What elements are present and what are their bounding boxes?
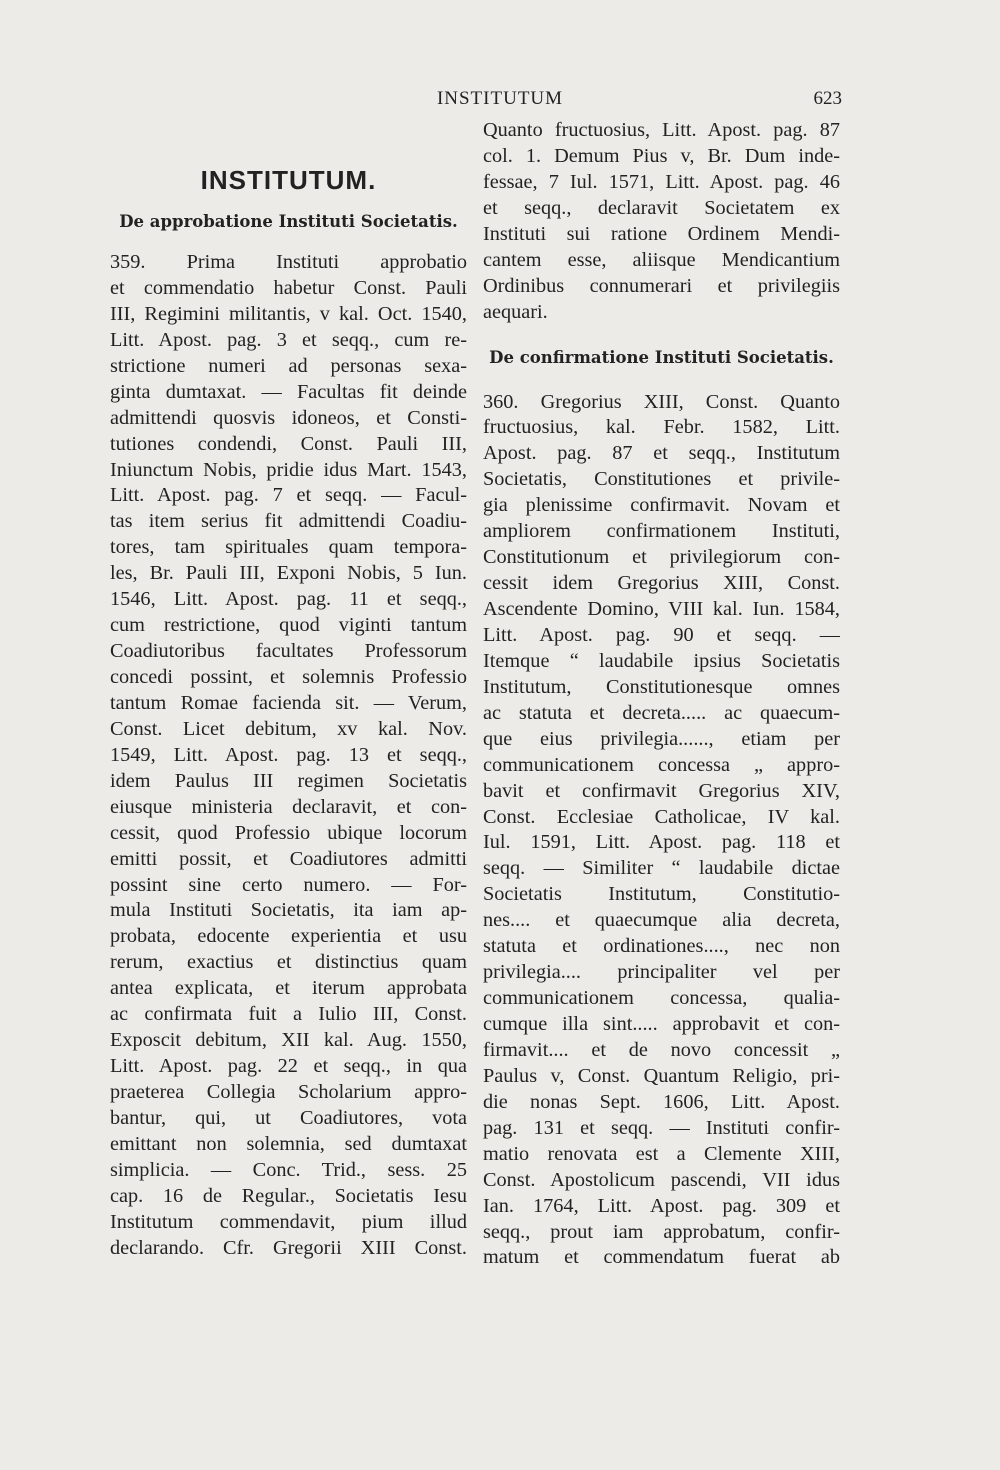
text-line: bantur, qui, ut Coadiutores, vota <box>110 1106 467 1129</box>
text-line: cessit, quod Professio ubique locorum <box>110 821 467 844</box>
text-line: Coadiutoribus facultates Professorum <box>110 640 467 663</box>
text-line: strictione numeri ad personas sexa- <box>110 354 467 377</box>
text-line: nes.... et quaecumque alia decreta, <box>483 909 840 932</box>
running-head <box>0 88 1000 112</box>
text-line: eiusque ministeria declaravit, et con- <box>110 795 467 818</box>
text-line: admittendi quosvis idoneos, et Consti- <box>110 406 467 429</box>
text-line: cap. 16 de Regular., Societatis Iesu <box>110 1184 467 1207</box>
text-line: les, Br. Pauli III, Exponi Nobis, 5 Iun. <box>110 562 467 585</box>
text-line: Itemque “ laudabile ipsius Societatis <box>483 649 840 672</box>
text-line: Const. Ecclesiae Catholicae, IV kal. <box>483 805 840 828</box>
text-line: Const. Apostolicum pascendi, VII idus <box>483 1168 840 1191</box>
running-title: INSTITUTUM <box>436 88 564 109</box>
right-body-text <box>483 390 840 1272</box>
text-line: III, Regimini militantis, v kal. Oct. 1540, <box>110 302 467 325</box>
text-line: Exposcit debitum, XII kal. Aug. 1550, <box>110 1029 467 1052</box>
text-line: cantem esse, aliisque Mendicantium <box>483 248 840 271</box>
text-line: cessit idem Gregorius XIII, Const. <box>483 572 840 595</box>
text-line: idem Paulus III regimen Societatis <box>110 769 467 792</box>
text-line: communicationem concessa „ appro- <box>483 753 840 776</box>
text-line: ginta dumtaxat. — Facultas fit deinde <box>110 380 467 403</box>
text-line: Societatis, Constitutiones et privile- <box>483 468 840 491</box>
text-line: antea explicata, et iterum approbata <box>110 977 467 1000</box>
text-line: Iul. 1591, Litt. Apost. pag. 118 et <box>483 831 840 854</box>
text-line: 360. Gregorius XIII, Const. Quanto <box>483 390 840 413</box>
text-line: col. 1. Demum Pius v, Br. Dum inde- <box>483 144 840 167</box>
article-title: INSTITUTUM. <box>200 165 377 195</box>
page-number: 623 <box>813 88 842 109</box>
text-line: simplicia. — Conc. Trid., sess. 25 <box>110 1158 467 1181</box>
text-line: Constitutionum et privilegiorum con- <box>483 546 840 569</box>
text-line: ac confirmata fuit a Iulio III, Const. <box>110 1003 467 1026</box>
text-line: Institutum, Constitutionesque omnes <box>483 675 840 698</box>
text-line: Quanto fructuosius, Litt. Apost. pag. 87 <box>483 119 840 141</box>
section-heading-approbation: De approbatione Instituti Societatis. <box>119 212 458 231</box>
text-line: praeterea Collegia Scholarium appro- <box>110 1081 467 1103</box>
text-line: tores, tam spirituales quam tempora- <box>110 536 467 559</box>
text-line: bavit et confirmavit Gregorius XIV, <box>483 779 840 802</box>
text-line: Ian. 1764, Litt. Apost. pag. 309 et <box>483 1194 840 1217</box>
text-line: tutiones condendi, Const. Pauli III, <box>110 432 467 455</box>
text-line: firmavit.... et de novo concessit „ <box>483 1038 840 1061</box>
text-line: Institutum commendavit, pium illud <box>110 1210 467 1233</box>
text-line: cumque illa sint..... approbavit et con- <box>483 1013 840 1035</box>
text-line: tas item serius fit admittendi Coadiu- <box>110 510 467 533</box>
text-line: Apost. pag. 87 et seqq., Institutum <box>483 442 840 465</box>
text-line: Societatis Institutum, Constitutio- <box>483 883 840 906</box>
text-line: probata, edocente experientia et usu <box>110 925 467 948</box>
left-column <box>110 118 467 1262</box>
section-heading-confirmation: De confirmatione Instituti Societatis. <box>489 347 834 367</box>
text-line: privilegia.... principaliter vel per <box>483 961 840 984</box>
text-line: tantum Romae facienda sit. — Verum, <box>110 691 467 714</box>
right-body-text-continued <box>483 118 840 326</box>
text-line: pag. 131 et seqq. — Instituti confir- <box>483 1116 840 1139</box>
text-line: Litt. Apost. pag. 22 et seqq., in qua <box>110 1055 467 1078</box>
text-line: et seqq., declaravit Societatem ex <box>483 196 840 219</box>
text-line: ac statuta et decreta..... ac quaecum- <box>483 701 840 724</box>
text-line: gia plenissime confirmavit. Novam et <box>483 494 840 517</box>
text-line: seqq., prout iam approbatum, confir- <box>483 1220 840 1243</box>
text-line: mula Instituti Societatis, ita iam ap- <box>110 899 467 922</box>
text-line: Paulus v, Const. Quantum Religio, pri- <box>483 1064 840 1087</box>
text-line: die nonas Sept. 1606, Litt. Apost. <box>483 1090 840 1113</box>
right-column <box>483 118 840 1271</box>
text-line: Ordinibus connumerari et privilegiis <box>483 274 840 297</box>
text-line: fessae, 7 Iul. 1571, Litt. Apost. pag. 46 <box>483 170 840 193</box>
text-line: 1549, Litt. Apost. pag. 13 et seqq., <box>110 743 467 766</box>
text-line: 1546, Litt. Apost. pag. 11 et seqq., <box>110 588 467 611</box>
text-line: rerum, exactius et distinctius quam <box>110 951 467 974</box>
text-line: matio renovata est a Clemente XIII, <box>483 1142 840 1165</box>
text-line: aequari. <box>483 300 548 323</box>
text-line: emitti possit, et Coadiutores admitti <box>110 847 467 870</box>
text-line: 359. Prima Instituti approbatio <box>110 251 467 273</box>
text-line: communicationem concessa, qualia- <box>483 987 840 1010</box>
text-line: seqq. — Similiter “ laudabile dictae <box>483 857 840 880</box>
text-line: statuta et ordinationes...., nec non <box>483 935 840 958</box>
text-line: Litt. Apost. pag. 3 et seqq., cum re- <box>110 328 467 351</box>
text-line: matum et commendatum fuerat ab <box>483 1246 840 1269</box>
text-line: Iniunctum Nobis, pridie idus Mart. 1543, <box>110 458 467 481</box>
text-line: concedi possint, et solemnis Professio <box>110 666 467 688</box>
text-line: et commendatio habetur Const. Pauli <box>110 276 467 299</box>
text-line: ampliorem confirmationem Instituti, <box>483 520 840 543</box>
text-line: Const. Licet debitum, xv kal. Nov. <box>110 717 467 740</box>
text-line: Instituti sui ratione Ordinem Mendi- <box>483 222 840 245</box>
text-line: cum restrictione, quod viginti tantum <box>110 614 467 637</box>
text-line: Ascendente Domino, VIII kal. Iun. 1584, <box>483 598 840 620</box>
text-line: emittant non solemnia, sed dumtaxat <box>110 1132 467 1155</box>
text-line: Litt. Apost. pag. 90 et seqq. — <box>483 623 840 646</box>
left-body-text <box>110 250 467 1262</box>
text-line: que eius privilegia......, etiam per <box>483 727 840 750</box>
text-line: Litt. Apost. pag. 7 et seqq. — Facul- <box>110 484 467 507</box>
text-line: declarando. Cfr. Gregorii XIII Const. <box>110 1236 467 1259</box>
text-line: fructuosius, kal. Febr. 1582, Litt. <box>483 416 840 439</box>
text-line: possint sine certo numero. — For- <box>110 873 467 896</box>
